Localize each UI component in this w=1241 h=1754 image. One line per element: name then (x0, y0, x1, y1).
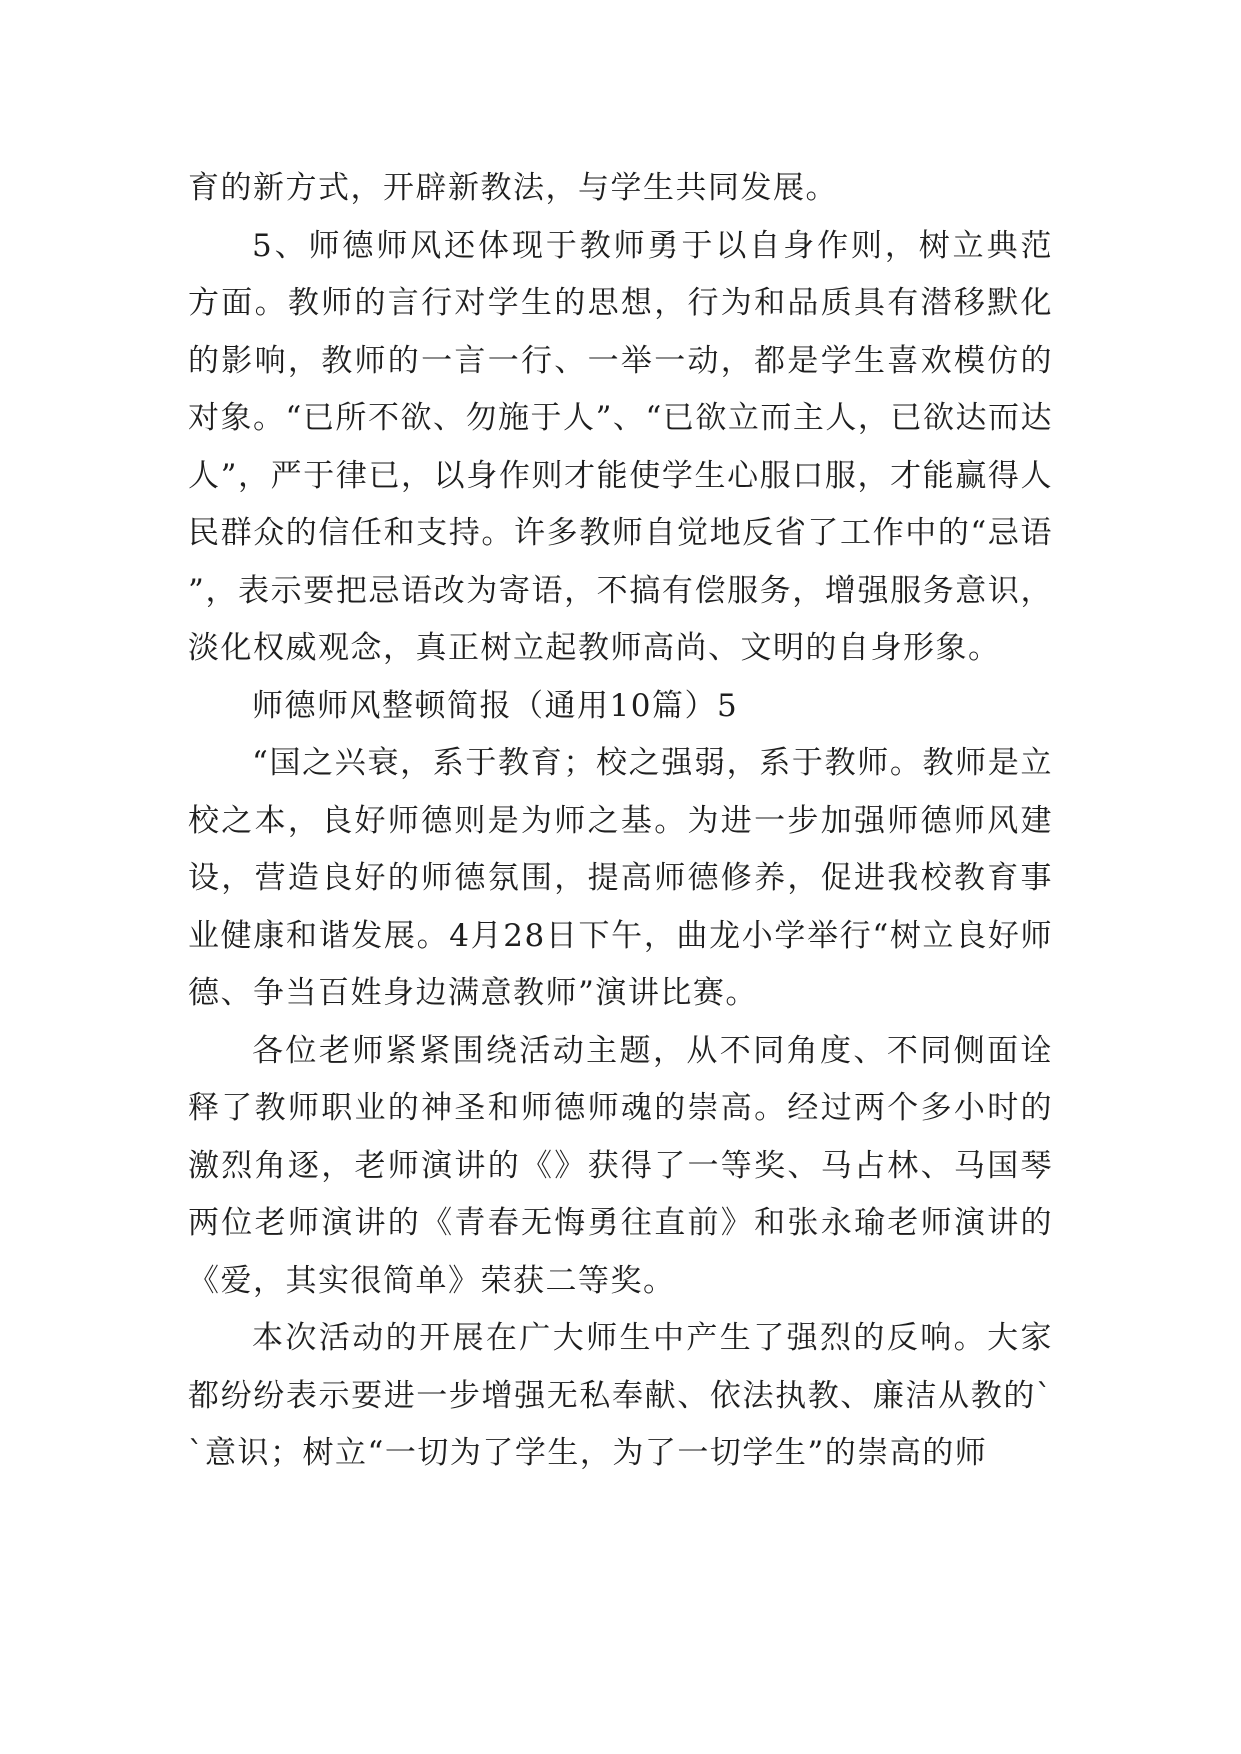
section-heading: 师德师风整顿简报（通用10篇）5 (252, 687, 739, 724)
paragraph-activity-impact: 本次活动的开展在广大师生中产生了强烈的反响。大家都纷纷表示要进一步增强无私奉献、依法执教、廉洁从教的``意识；树立“一切为了学生，为了一切学生”的崇高的师 (188, 1320, 1053, 1471)
paragraph-speech-contest-intro: “国之兴衰，系于教育；校之强弱，系于教师。教师是立校之本，良好师德则是为师之基。为进一步加强师德师风建设，营造良好的师德氛围，提高师德修养，促进我校教育事业健康和谐发展。4月28日下午，曲龙小学举行“树立良好师德、争当百姓身边满意教师”演讲比赛。 (188, 745, 1053, 1011)
document-body (188, 160, 1053, 1483)
paragraph-contest-results: 各位老师紧紧围绕活动主题，从不同角度、不同侧面诠释了教师职业的神圣和师德师魂的崇高。经过两个多小时的激烈角逐，老师演讲的《》获得了一等奖、马占林、马国琴两位老师演讲的《青春无悔勇往直前》和张永瑜老师演讲的《爱，其实很简单》荣获二等奖。 (188, 1032, 1053, 1299)
paragraph-teacher-example: 5、师德师风还体现于教师勇于以自身作则，树立典范方面。教师的言行对学生的思想，行为和品质具有潜移默化的影响，教师的一言一行、一举一动，都是学生喜欢模仿的对象。“已所不欲、勿施于人”、“已欲立而主人，已欲达而达人”，严于律已，以身作则才能使学生心服口服，才能赢得人民群众的信任和支持。许多教师自觉地反省了工作中的“忌语”，表示要把忌语改为寄语，不搞有偿服务，增强服务意识，淡化权威观念，真正树立起教师高尚、文明的自身形象。 (188, 227, 1053, 666)
paragraph-continuation: 育的新方式，开辟新教法，与学生共同发展。 (188, 170, 838, 206)
